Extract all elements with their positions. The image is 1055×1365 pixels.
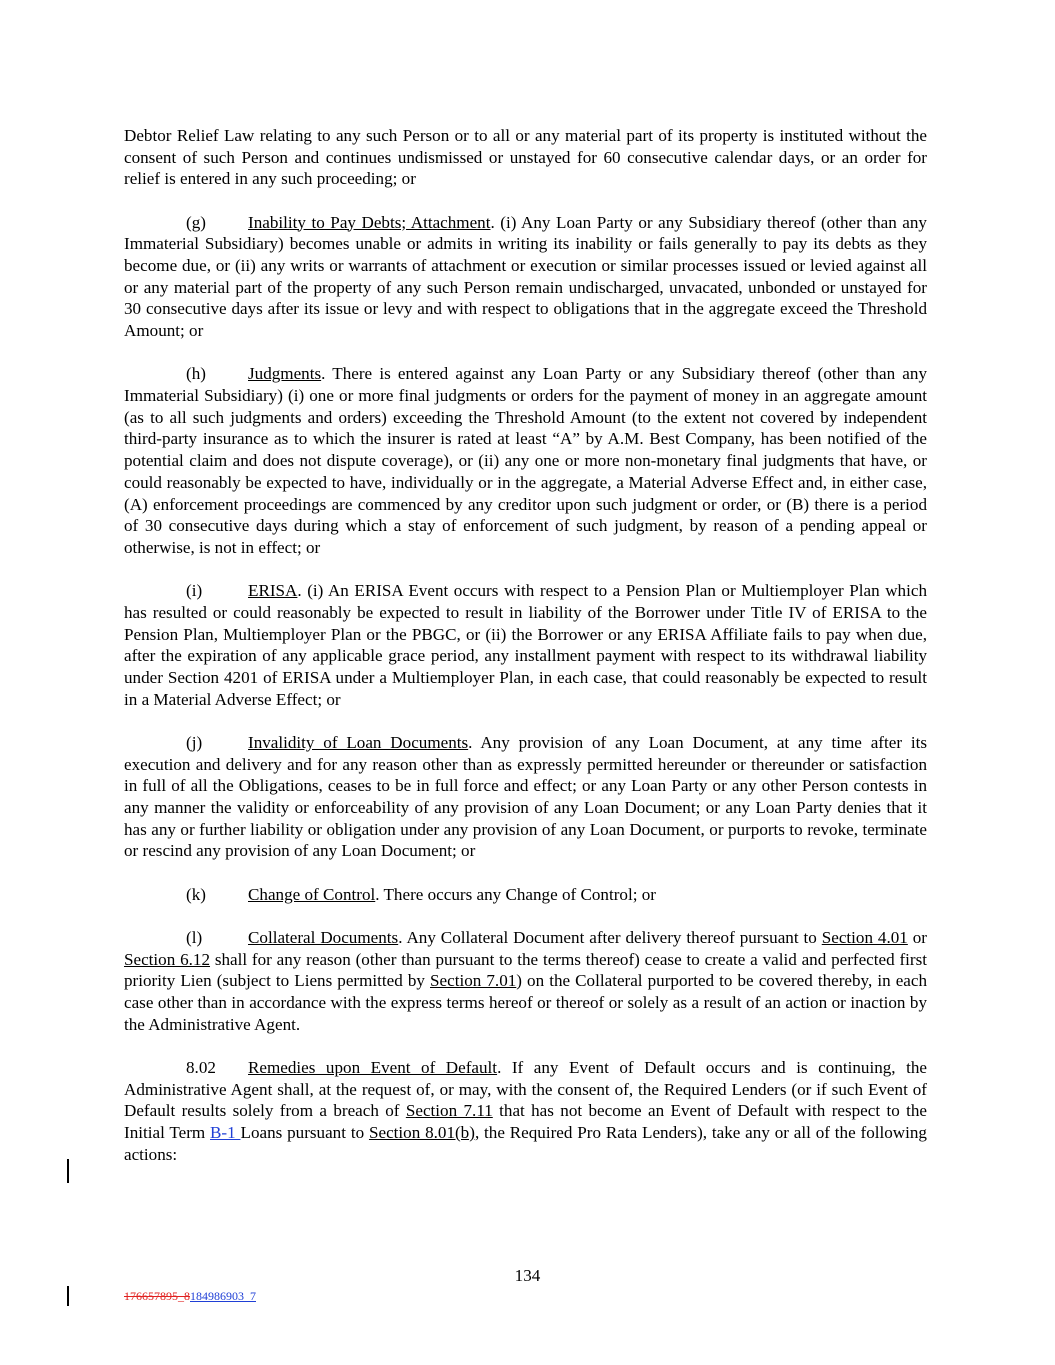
clause-k-heading: Change of Control bbox=[248, 884, 376, 904]
document-id bbox=[124, 1289, 256, 1304]
section-8-02-text-1: . If any Event of Default occurs and is continuing, the Administrative Agent shall, at the request of, or may, with the consent of, the Required Lenders (or if such Event of Default results solely from a breach of bbox=[124, 1057, 927, 1121]
section-8-02-text-2: that has not become an Event of Default with respect to the Initial Term bbox=[124, 1101, 928, 1142]
clause-i bbox=[124, 580, 927, 710]
deleted-doc-id: 176657895_8 bbox=[124, 1289, 190, 1303]
section-8-02-text-4: , the Required Pro Rata Lenders), take any or all of the following actions: bbox=[124, 1122, 927, 1164]
clause-g-text: . (i) Any Loan Party or any Subsidiary thereof (other than any Immaterial Subsidiary) becomes unable or admits in writing its inability or fails generally to pay its debts as they become due, or (ii) any writs or warrants of attachment or execution or similar processes issued or levied against all or any material part of the property of any such Person remain undischarged, unvacated, unbonded or unstayed for 30 consecutive days after its issue or levy and with respect to obligations that in the aggregate exceed the Threshold Amount; or bbox=[124, 212, 927, 341]
clause-l-text-2: or bbox=[907, 927, 928, 947]
section-8-02 bbox=[124, 1057, 927, 1166]
clause-l-number: (l) bbox=[186, 927, 203, 947]
clause-h-number: (h) bbox=[186, 364, 206, 384]
section-6-12-ref: Section 6.12 bbox=[124, 949, 211, 969]
clause-l-heading: Collateral Documents bbox=[248, 927, 399, 947]
inserted-doc-id: 184986903_7 bbox=[190, 1289, 256, 1303]
inserted-b1-text: B-1 bbox=[210, 1122, 241, 1142]
section-7-11-ref: Section 7.11 bbox=[405, 1101, 493, 1121]
section-8-02-number: 8.02 bbox=[186, 1057, 216, 1077]
clause-j bbox=[124, 732, 927, 862]
clause-h bbox=[124, 363, 927, 558]
clause-l bbox=[124, 927, 927, 1036]
clause-g-heading: Inability to Pay Debts; Attachment bbox=[248, 212, 491, 232]
section-8-01b-ref: Section 8.01(b) bbox=[368, 1122, 475, 1142]
document-page bbox=[124, 125, 927, 1187]
section-8-02-heading: Remedies upon Event of Default bbox=[248, 1057, 498, 1077]
clause-j-heading: Invalidity of Loan Documents bbox=[248, 732, 469, 752]
clause-g bbox=[124, 212, 927, 342]
clause-h-text: . There is entered against any Loan Party or any Subsidiary thereof (other than any Immaterial Subsidiary) (i) one or more final judgments or orders for the payment of money in an aggregate amount (as to all such judgments and orders) exceeding the Threshold Amount (to the extent not covered by independent third-party insurance as to which the insurer is rated at least “A” by A.M. Best Company, has been notified of the potential claim and does not dispute coverage), or (ii) any one or more non-monetary final judgments that have, or could reasonably be expected to have, individually or in the aggregate, a Material Adverse Effect and, in either case, (A) enforcement proceedings are commenced by any creditor upon such judgment or order, or (B) there is a period of 30 consecutive days during which a stay of enforcement of such judgment, by reason of a pending appeal or otherwise, is not in effect; or bbox=[124, 364, 927, 557]
clause-l-text-4: ) on the Collateral purported to be covered thereby, in each case other than in accordance with the express terms hereof or thereof or solely as a result of an action or inaction by the Administrative Agent. bbox=[124, 971, 928, 1034]
continuation-paragraph: Debtor Relief Law relating to any such Person or to all or any material part of its property is instituted without the consent of such Person and continues undismissed or unstayed for 60 consecutive calendar days, or an order for relief is entered in any such proceeding; or bbox=[124, 126, 927, 189]
clause-h-heading: Judgments bbox=[248, 364, 322, 384]
clause-l-text-3: shall for any reason (other than pursuant to the terms thereof) cease to create a valid and perfected first priority Lien (subject to Liens permitted by bbox=[124, 949, 927, 991]
change-bar-footer bbox=[67, 1286, 69, 1306]
section-8-02-text-3: Loans pursuant to bbox=[240, 1122, 369, 1142]
clause-k-number: (k) bbox=[186, 884, 206, 904]
clause-l-text-1: . Any Collateral Document after delivery thereof pursuant to bbox=[398, 927, 822, 947]
clause-j-number: (j) bbox=[186, 732, 203, 752]
section-4-01-ref: Section 4.01 bbox=[821, 927, 908, 947]
clause-k-text: . There occurs any Change of Control; or bbox=[375, 884, 656, 904]
section-7-01-ref: Section 7.01 bbox=[430, 971, 517, 991]
page-number: 134 bbox=[514, 1266, 541, 1285]
change-bar-8-02 bbox=[67, 1159, 69, 1183]
clause-k bbox=[124, 884, 927, 906]
clause-j-text: . Any provision of any Loan Document, at any time after its execution and delivery and for any reason other than as expressly permitted hereunder or thereunder or satisfaction in full of all the Obligations, ceases to be in full force and effect; or any Loan Party or any other Person contests in any manner the validity or enforceability of any provision of any Loan Document; or any Loan Party denies that it has any or further liability or obligation under any provision of any Loan Document, or purports to revoke, terminate or rescind any provision of any Loan Document; or bbox=[124, 732, 927, 861]
clause-g-number: (g) bbox=[186, 212, 206, 232]
clause-i-text: . (i) An ERISA Event occurs with respect to a Pension Plan or Multiemployer Plan which has resulted or could reasonably be expected to result in liability of the Borrower under Title IV of ERISA to the Pension Plan, Multiemployer Plan or the PBGC, or (ii) the Borrower or any ERISA Affiliate fails to pay when due, after the expiration of any applicable grace period, any installment payment with respect to its withdrawal liability under Section 4201 of ERISA under a Multiemployer Plan, in each case, that could reasonably be expected to result in a Material Adverse Effect; or bbox=[124, 581, 927, 709]
clause-i-heading: ERISA bbox=[248, 581, 298, 601]
clause-i-number: (i) bbox=[186, 581, 203, 601]
